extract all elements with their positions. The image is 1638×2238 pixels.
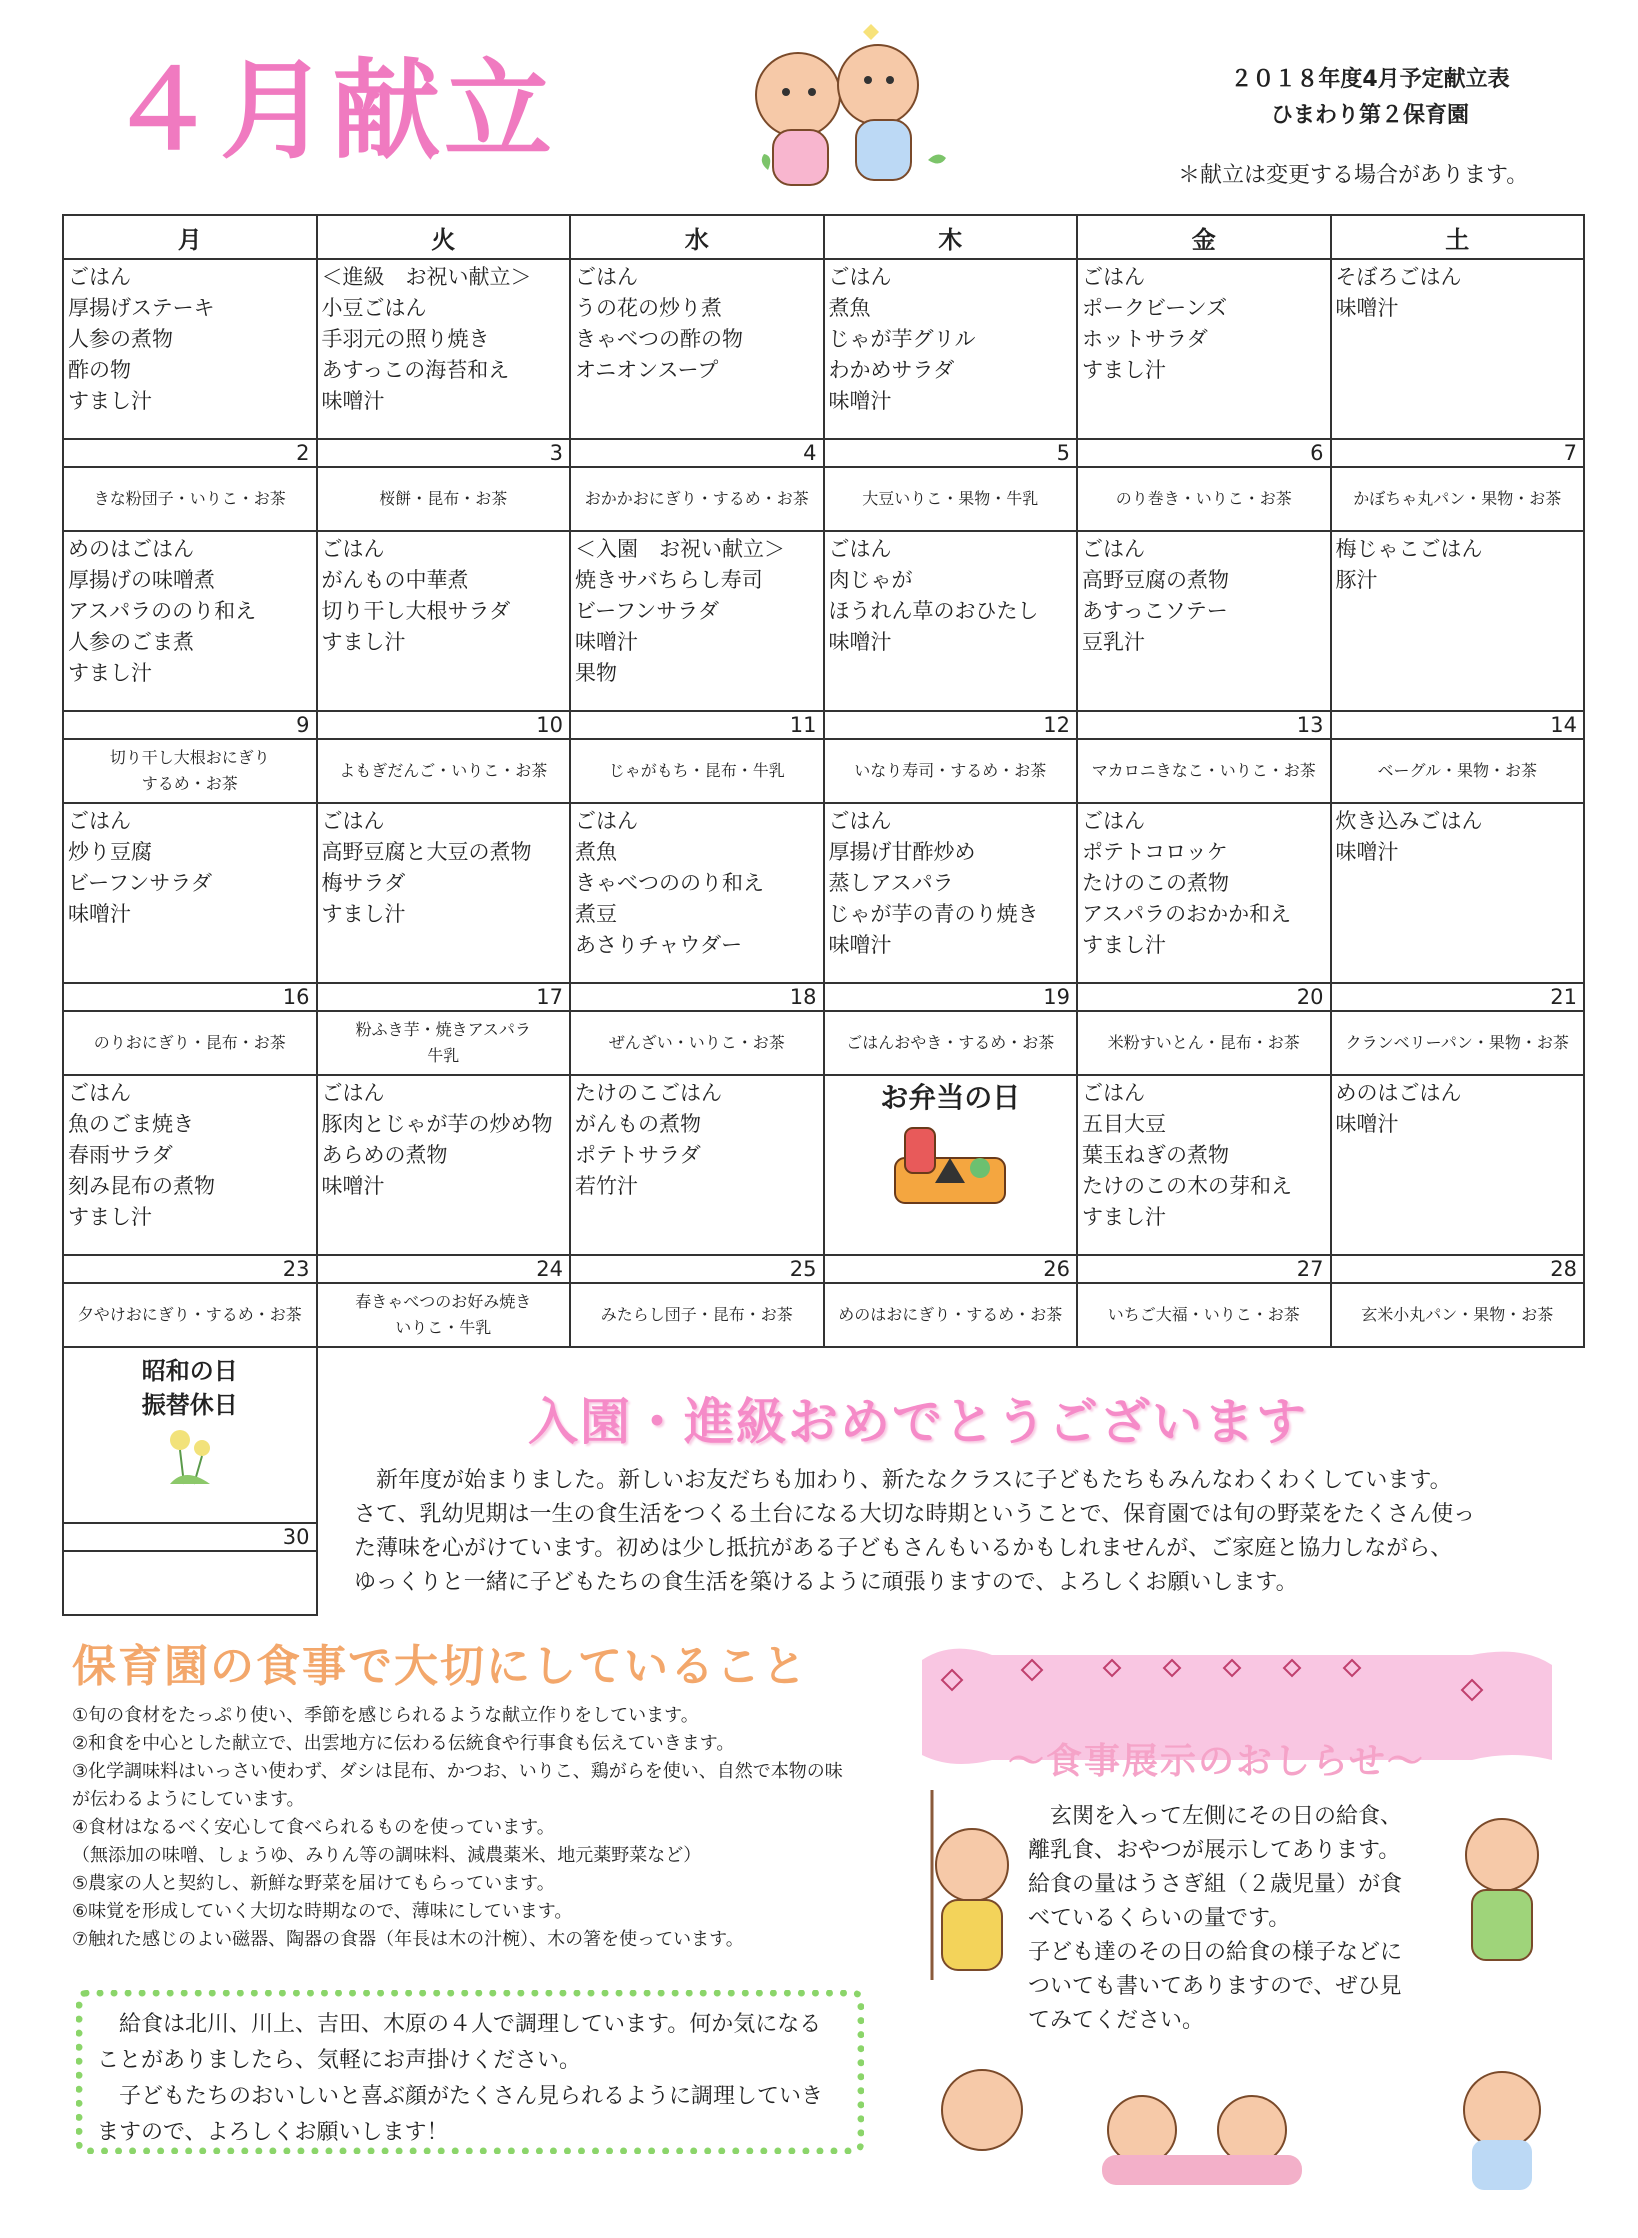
meal-item: ごはん	[1082, 1081, 1145, 1105]
date-row	[63, 439, 1584, 467]
snack-cell: よもぎだんご・いりこ・お茶	[317, 739, 571, 803]
meal-cell	[1077, 803, 1331, 983]
congrats-heading: 入園・進級おめでとうございます	[528, 1393, 1308, 1451]
meal-item: あらめの煮物	[321, 1143, 448, 1167]
meal-item: ごはん	[828, 809, 892, 833]
date-number: 16	[63, 983, 317, 1011]
meal-cell	[1331, 531, 1585, 711]
meal-item: ごはん	[68, 1081, 131, 1105]
policy-item: （無添加の味噌、しょうゆ、みりん等の調味料、減農薬米、地元薬野菜など）	[72, 1845, 702, 1866]
meal-item: 煮魚	[575, 840, 617, 864]
change-notice: ＊献立は変更する場合があります。	[1178, 163, 1529, 188]
meal-cell	[570, 259, 824, 439]
meal-item: 味噌汁	[828, 389, 892, 413]
weekday-sat: 土	[1331, 215, 1585, 259]
display-line: 給食の量はうさぎ組（２歳児量）が食	[1028, 1872, 1403, 1897]
meal-item: ごはん	[68, 809, 131, 833]
meal-item: 葉玉ねぎの煮物	[1082, 1143, 1229, 1167]
meal-item: すまし汁	[68, 661, 152, 685]
meal-item: 魚のごま焼き	[68, 1112, 194, 1136]
snack-cell: クランベリーパン・果物・お茶	[1331, 1011, 1585, 1075]
meal-item: 味噌汁	[1335, 1112, 1399, 1136]
snack-cell: 夕やけおにぎり・するめ・お茶	[63, 1283, 317, 1347]
meal-cell	[317, 259, 571, 439]
staff-line: ことがありましたら、気軽にお声掛けください。	[97, 2048, 582, 2073]
date-number: 13	[1077, 711, 1331, 739]
display-line: べているくらいの量です。	[1028, 1906, 1291, 1931]
holiday-line: 振替休日	[141, 1391, 238, 1419]
date-row	[63, 711, 1584, 739]
display-line: ついても書いてありますので、ぜひ見	[1028, 1974, 1402, 1999]
snack-cell: 大豆いりこ・果物・牛乳	[824, 467, 1078, 531]
meal-cell	[317, 803, 571, 983]
date-number: 25	[570, 1255, 824, 1283]
snack-cell: マカロニきなこ・いりこ・お茶	[1077, 739, 1331, 803]
holiday-cell	[63, 1347, 317, 1523]
date-number: 23	[63, 1255, 317, 1283]
meal-item: ＜進級 お祝い献立＞	[321, 265, 532, 289]
policy-item: ①旬の食材をたっぷり使い、季節を感じられるような献立作りをしています。	[72, 1705, 699, 1726]
meal-item: うの花の炒り煮	[575, 296, 722, 320]
meal-item: すまし汁	[1082, 933, 1166, 957]
babies-illustration	[728, 20, 968, 200]
staff-message-box	[76, 1990, 864, 2154]
snack-row	[63, 467, 1584, 531]
meal-item: 若竹汁	[575, 1174, 638, 1198]
date-number: 5	[824, 439, 1078, 467]
meal-cell	[570, 1075, 824, 1255]
meal-item: たけのこごはん	[575, 1081, 722, 1105]
meal-row	[63, 259, 1584, 439]
meal-cell	[63, 1075, 317, 1255]
meal-item: 高野豆腐と大豆の煮物	[321, 840, 532, 864]
snack-cell: いなり寿司・するめ・お茶	[824, 739, 1078, 803]
meal-item: 肉じゃが	[828, 568, 913, 592]
snack-cell: ベーグル・果物・お茶	[1331, 739, 1585, 803]
empty-snack-cell	[63, 1551, 317, 1615]
meal-item: そぼろごはん	[1335, 265, 1462, 289]
meal-cell	[63, 803, 317, 983]
meal-cell	[317, 531, 571, 711]
snack-cell: ぜんざい・いりこ・お茶	[570, 1011, 824, 1075]
display-notice-heading: ～食事展示のおしらせ～	[1008, 1741, 1425, 1782]
meal-item: きゃべつののり和え	[575, 871, 764, 895]
meal-item: オニオンスープ	[575, 358, 719, 382]
date-number: 6	[1077, 439, 1331, 467]
weekday-tue: 火	[317, 215, 571, 259]
meal-item: ごはん	[1082, 265, 1145, 289]
header-info	[1180, 62, 1560, 134]
meal-item: 味噌汁	[828, 630, 892, 654]
meal-item: 味噌汁	[1335, 840, 1399, 864]
meal-cell	[1331, 803, 1585, 983]
meal-item: 豚肉とじゃが芋の炒め物	[321, 1112, 553, 1136]
meal-item: 炊き込みごはん	[1335, 809, 1483, 833]
dandelion-icon	[64, 1422, 316, 1501]
snack-row	[63, 739, 1584, 803]
meal-item: 味噌汁	[321, 1174, 385, 1198]
snack-cell: 桜餅・昆布・お茶	[317, 467, 571, 531]
meal-item: 焼きサバちらし寿司	[575, 568, 763, 592]
meal-item: アスパラののり和え	[68, 599, 257, 623]
meal-item: 味噌汁	[575, 630, 638, 654]
meal-item: じゃが芋の青のり焼き	[828, 902, 1039, 926]
meal-item: ごはん	[575, 809, 638, 833]
meal-cell	[63, 531, 317, 711]
staff-line: ますので、よろしくお願いします！	[97, 2120, 449, 2145]
meal-item: 蒸しアスパラ	[828, 871, 954, 895]
snack-cell: のりおにぎり・昆布・お茶	[63, 1011, 317, 1075]
date-number: 19	[824, 983, 1078, 1011]
policy-item: ⑤農家の人と契約し、新鮮な野菜を届けてもらっています。	[72, 1873, 555, 1894]
meal-item: ＜入園 お祝い献立＞	[575, 537, 785, 561]
congrats-line: さて、乳幼児期は一生の食生活をつくる土台になる大切な時期ということで、保育園では旬の野菜をたくさん使っ	[354, 1502, 1476, 1527]
snack-cell: 米粉すいとん・昆布・お茶	[1077, 1011, 1331, 1075]
date-number: 17	[317, 983, 571, 1011]
policy-item: ④食材はなるべく安心して食べられるものを使っています。	[72, 1817, 555, 1838]
meal-cell	[570, 531, 824, 711]
holiday-line: 昭和の日	[141, 1357, 238, 1385]
meal-item: ポテトサラダ	[575, 1143, 701, 1167]
date-number: 10	[317, 711, 571, 739]
meal-item: あすっこソテー	[1082, 599, 1228, 623]
snack-row	[63, 1011, 1584, 1075]
snack-cell: きな粉団子・いりこ・お茶	[63, 467, 317, 531]
date-number: 24	[317, 1255, 571, 1283]
meal-item: たけのこの煮物	[1082, 871, 1229, 895]
weekday-thu: 木	[824, 215, 1078, 259]
meal-cell	[63, 259, 317, 439]
meal-item: ポテトコロッケ	[1082, 840, 1228, 864]
meal-item: ごはん	[828, 537, 892, 561]
meal-item: 味噌汁	[828, 933, 892, 957]
date-number: 27	[1077, 1255, 1331, 1283]
snack-cell: 切り干し大根おにぎり するめ・お茶	[63, 739, 317, 803]
meal-item: すまし汁	[1082, 358, 1166, 382]
snack-cell: じゃがもち・昆布・牛乳	[570, 739, 824, 803]
meal-item: 煮豆	[575, 902, 617, 926]
meal-item: ごはん	[575, 265, 638, 289]
meal-row	[63, 1075, 1584, 1255]
date-number: 21	[1331, 983, 1585, 1011]
meal-item: 人参の煮物	[68, 327, 173, 351]
date-number: 12	[824, 711, 1078, 739]
page-title: ４月献立	[108, 49, 557, 174]
meal-item: ごはん	[321, 1081, 385, 1105]
meal-item: 五目大豆	[1082, 1112, 1166, 1136]
congrats-line: ゆっくりと一緒に子どもたちの食生活を築けるように頑張りますので、よろしくお願いします。	[354, 1570, 1298, 1595]
meal-item: 切り干し大根サラダ	[321, 599, 511, 623]
policy-item: ②和食を中心とした献立で、出雲地方に伝わる伝統食や行事食も伝えていきます。	[72, 1733, 735, 1754]
meal-item: ごはん	[68, 265, 131, 289]
meal-item: 厚揚げの味噌煮	[68, 568, 215, 592]
meal-cell	[824, 259, 1078, 439]
meal-item: 豚汁	[1335, 568, 1378, 592]
date-number: 11	[570, 711, 824, 739]
meal-item: 酢の物	[68, 358, 131, 382]
policy-item: が伝わるようにしています。	[72, 1789, 305, 1810]
meal-item: 厚揚げ甘酢炒め	[828, 840, 976, 864]
meal-item: 味噌汁	[68, 902, 131, 926]
weekday-wed: 水	[570, 215, 824, 259]
meal-item: がんもの中華煮	[321, 568, 469, 592]
date-row	[63, 983, 1584, 1011]
meal-item: たけのこの木の芽和え	[1082, 1174, 1292, 1198]
snack-cell: めのはおにぎり・するめ・お茶	[824, 1283, 1078, 1347]
date-number: 9	[63, 711, 317, 739]
date-number: 28	[1331, 1255, 1585, 1283]
policy-item: ⑥味覚を形成していく大切な時期なので、薄味にしています。	[72, 1901, 573, 1922]
snack-cell: ごはんおやき・するめ・お茶	[824, 1011, 1078, 1075]
meal-item: 梅サラダ	[321, 871, 406, 895]
meal-cell	[1331, 1075, 1585, 1255]
meal-item: めのはごはん	[1335, 1081, 1462, 1105]
weekday-mon: 月	[63, 215, 317, 259]
snack-cell: のり巻き・いりこ・お茶	[1077, 467, 1331, 531]
congrats-line: た薄味を心がけています。初めは少し抵抗がある子どもさんもいるかもしれませんが、ご家庭と協力しながら、	[354, 1536, 1453, 1561]
meal-item: 刻み昆布の煮物	[68, 1174, 215, 1198]
meal-item: 豆乳汁	[1082, 630, 1145, 654]
snack-cell: いちご大福・いりこ・お茶	[1077, 1283, 1331, 1347]
policy-heading: 保育園の食事で大切にしていること	[72, 1641, 808, 1692]
date-number: 26	[824, 1255, 1078, 1283]
meal-item: 人参のごま煮	[68, 630, 194, 654]
meal-item: ポークビーンズ	[1082, 296, 1228, 320]
meal-item: ホットサラダ	[1082, 327, 1208, 351]
meal-cell	[824, 803, 1078, 983]
date-number: 7	[1331, 439, 1585, 467]
meal-item: じゃが芋グリル	[828, 327, 976, 351]
meal-item: ごはん	[321, 809, 385, 833]
snack-cell: 玄米小丸パン・果物・お茶	[1331, 1283, 1585, 1347]
meal-cell	[1077, 259, 1331, 439]
staff-line: 給食は北川、川上、吉田、木原の４人で調理しています。何か気になる	[97, 2012, 822, 2037]
meal-item: ビーフンサラダ	[575, 599, 720, 623]
weekday-fri: 金	[1077, 215, 1331, 259]
meal-item: すまし汁	[68, 1205, 152, 1229]
staff-line: 子どもたちのおいしいと喜ぶ顔がたくさん見られるように調理していき	[97, 2084, 824, 2109]
date-number: 20	[1077, 983, 1331, 1011]
meal-item: ごはん	[321, 537, 385, 561]
meal-item: 味噌汁	[321, 389, 385, 413]
snack-cell: 粉ふき芋・焼きアスパラ 牛乳	[317, 1011, 571, 1075]
meal-item: 厚揚げステーキ	[68, 296, 215, 320]
meal-item: きゃべつの酢の物	[575, 327, 743, 351]
date-row	[63, 1255, 1584, 1283]
bento-box-icon	[885, 1113, 1015, 1213]
meal-item: あさりチャウダー	[575, 933, 743, 957]
meal-item: 手羽元の照り焼き	[321, 327, 490, 351]
meal-cell	[1077, 531, 1331, 711]
meal-item: ビーフンサラダ	[68, 871, 213, 895]
display-line: 離乳食、おやつが展示してあります。	[1028, 1838, 1401, 1863]
meal-row	[63, 803, 1584, 983]
date-number: 30	[63, 1523, 317, 1551]
snack-cell: 春きゃべつのお好み焼き いりこ・牛乳	[317, 1283, 571, 1347]
meal-item: 味噌汁	[1335, 296, 1399, 320]
meal-item: すまし汁	[321, 630, 406, 654]
display-line: 玄関を入って左側にその日の給食、	[1028, 1804, 1403, 1829]
meal-item: 煮魚	[828, 296, 871, 320]
meal-item: あすっこの海苔和え	[321, 358, 510, 382]
meal-item: ごはん	[1082, 809, 1145, 833]
meal-item: 小豆ごはん	[321, 296, 427, 320]
meal-cell	[1331, 259, 1585, 439]
meal-item: すまし汁	[68, 389, 152, 413]
meal-item: すまし汁	[1082, 1205, 1166, 1229]
meal-item: ごはん	[1082, 537, 1145, 561]
meal-item: 梅じゃこごはん	[1335, 537, 1483, 561]
meal-item: わかめサラダ	[828, 358, 955, 382]
meal-item: ごはん	[828, 265, 892, 289]
snack-cell: かぼちゃ丸パン・果物・お茶	[1331, 467, 1585, 531]
meal-item: ほうれん草のおひたし	[828, 599, 1039, 623]
date-number: 4	[570, 439, 824, 467]
snack-cell: みたらし団子・昆布・お茶	[570, 1283, 824, 1347]
snack-cell: おかかおにぎり・するめ・お茶	[570, 467, 824, 531]
date-number: 3	[317, 439, 571, 467]
meal-cell	[824, 531, 1078, 711]
congrats-line: 新年度が始まりました。新しいお友だちも加わり、新たなクラスに子どもたちもみんなわくわくしています。	[354, 1468, 1452, 1493]
bento-day-label: お弁当の日	[880, 1081, 1021, 1114]
display-line: てみてください。	[1028, 2008, 1205, 2033]
meal-item: 春雨サラダ	[68, 1143, 173, 1167]
policy-list	[72, 1702, 902, 1954]
meal-item: 果物	[575, 661, 617, 685]
meal-cell	[1077, 1075, 1331, 1255]
display-line: 子ども達のその日の給食の様子などに	[1028, 1940, 1403, 1965]
meal-item: がんもの煮物	[575, 1112, 701, 1136]
date-number: 18	[570, 983, 824, 1011]
meal-cell	[570, 803, 824, 983]
date-number: 2	[63, 439, 317, 467]
congrats-message	[354, 1464, 1544, 1600]
meal-item: アスパラのおかか和え	[1082, 902, 1292, 926]
snack-row	[63, 1283, 1584, 1347]
meal-cell	[317, 1075, 571, 1255]
policy-item: ③化学調味料はいっさい使わず、ダシは昆布、かつお、いりこ、鶏がらを使い、自然で本物の味	[72, 1761, 843, 1782]
meal-item: 高野豆腐の煮物	[1082, 568, 1229, 592]
meal-item: すまし汁	[321, 902, 406, 926]
fiscal-line: ２０１８年度4月予定献立表	[1230, 67, 1510, 92]
policy-item: ⑦触れた感じのよい磁器、陶器の食器（年長は木の汁椀）、木の箸を使っています。	[72, 1929, 744, 1950]
meal-item: めのはごはん	[68, 537, 194, 561]
meal-row	[63, 531, 1584, 711]
nursery-name: ひまわり第２保育園	[1270, 103, 1469, 128]
meal-cell	[824, 1075, 1078, 1255]
meal-item: 炒り豆腐	[68, 840, 152, 864]
date-number: 14	[1331, 711, 1585, 739]
weekday-header-row	[63, 215, 1584, 259]
display-notice-body	[1028, 1800, 1438, 2038]
